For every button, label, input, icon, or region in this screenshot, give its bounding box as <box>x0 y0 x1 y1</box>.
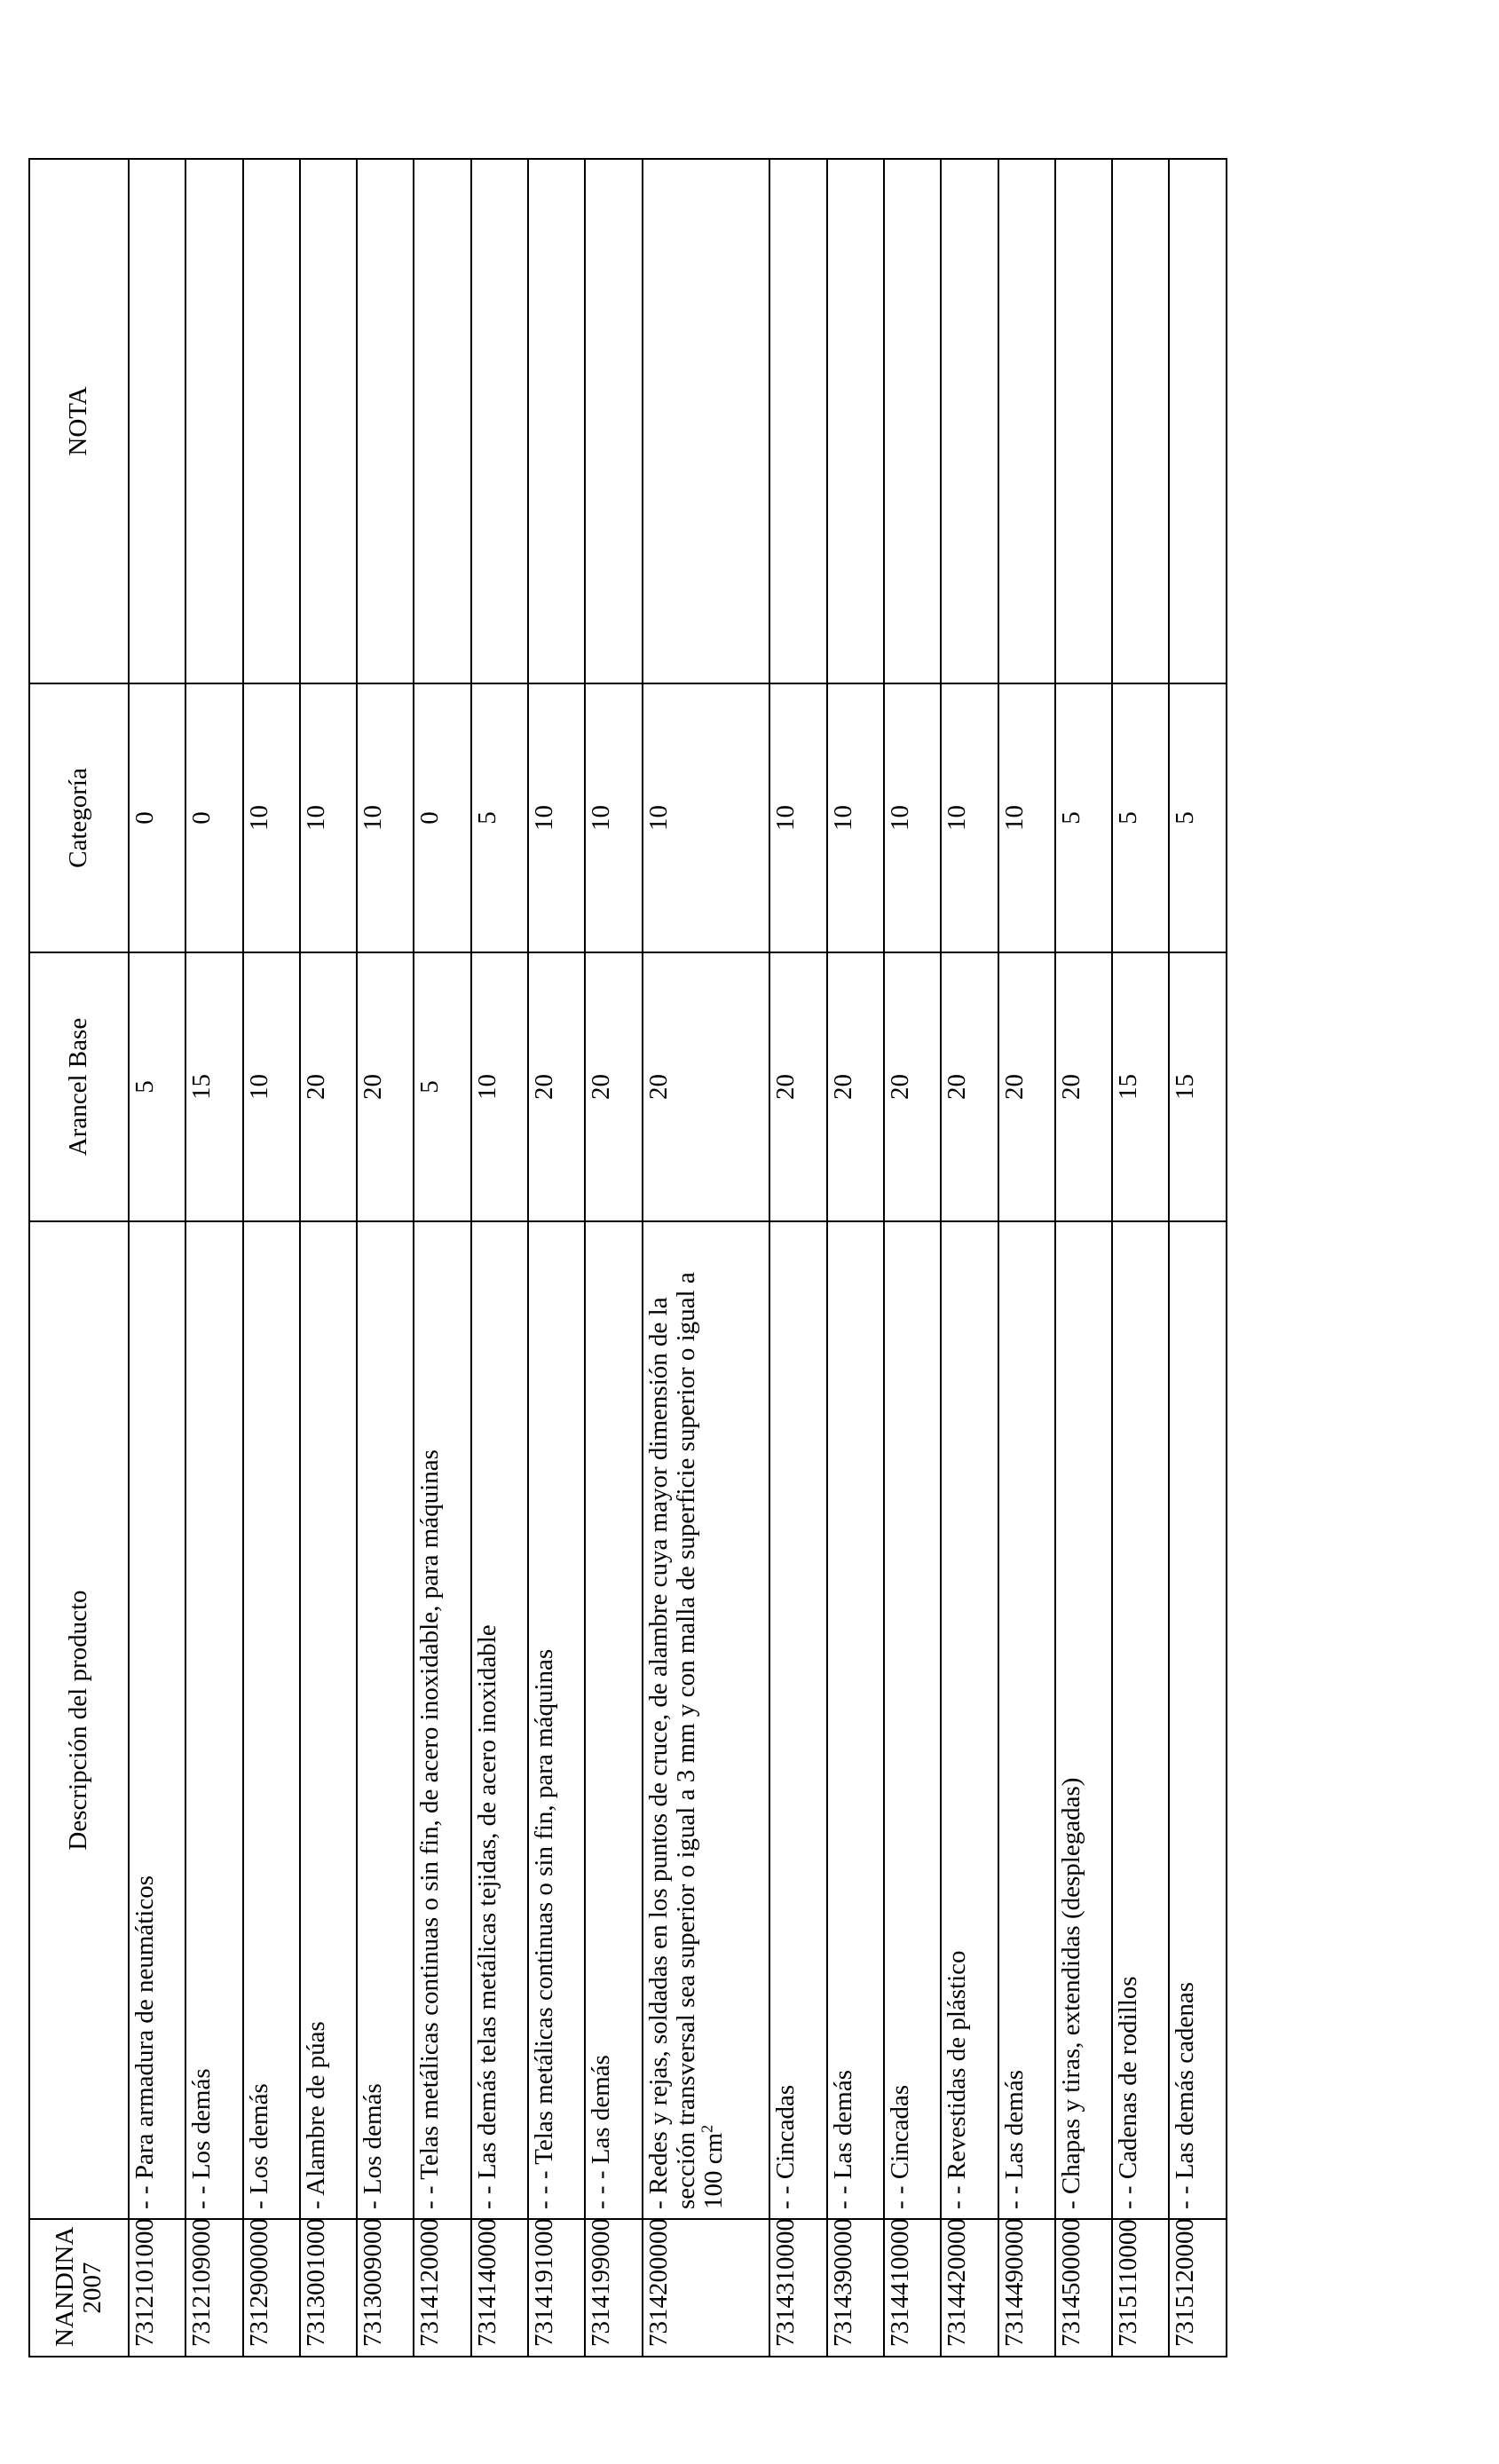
arancel-base: 20 <box>643 952 770 1221</box>
product-description: - - Las demás <box>827 1221 884 2219</box>
header-descripcion: Descripción del producto <box>29 1221 129 2219</box>
nota <box>528 159 585 683</box>
categoria: 10 <box>884 683 941 952</box>
table-row <box>998 159 1055 2357</box>
nota <box>643 159 770 683</box>
table-row <box>528 159 585 2357</box>
nota <box>129 159 185 683</box>
rotated-table-wrapper <box>28 0 1227 2357</box>
arancel-base: 20 <box>300 952 357 1221</box>
categoria: 10 <box>528 683 585 952</box>
arancel-base: 20 <box>998 952 1055 1221</box>
nandina-code: 7314420000 <box>941 2219 998 2357</box>
product-description: - - Telas metálicas continuas o sin fin, de acero inoxidable, para máquinas <box>414 1221 470 2219</box>
product-description: - Chapas y tiras, extendidas (desplegadas) <box>1055 1221 1112 2219</box>
nandina-code: 7315120000 <box>1169 2219 1227 2357</box>
table-row <box>414 159 470 2357</box>
nota <box>243 159 300 683</box>
categoria: 10 <box>585 683 642 952</box>
arancel-base: 5 <box>414 952 470 1221</box>
nota <box>941 159 998 683</box>
categoria: 10 <box>827 683 884 952</box>
product-description: - Los demás <box>243 1221 300 2219</box>
product-description: - - Revestidas de plástico <box>941 1221 998 2219</box>
nandina-code: 7312101000 <box>129 2219 185 2357</box>
nandina-code: 7314310000 <box>769 2219 826 2357</box>
product-description: - Alambre de púas <box>300 1221 357 2219</box>
nota <box>998 159 1055 683</box>
product-description: - - Los demás <box>185 1221 242 2219</box>
arancel-base: 10 <box>471 952 528 1221</box>
product-description: - - Cincadas <box>769 1221 826 2219</box>
product-description: - - - Las demás <box>585 1221 642 2219</box>
product-description: - - Para armadura de neumáticos <box>129 1221 185 2219</box>
nandina-code: 7312109000 <box>185 2219 242 2357</box>
nandina-code: 7315110000 <box>1112 2219 1169 2357</box>
table-row <box>941 159 998 2357</box>
table-row <box>1169 159 1227 2357</box>
table-row <box>769 159 826 2357</box>
nandina-code: 7314500000 <box>1055 2219 1112 2357</box>
arancel-base: 20 <box>884 952 941 1221</box>
nandina-code: 7314120000 <box>414 2219 470 2357</box>
nota <box>471 159 528 683</box>
nandina-code: 7314140000 <box>471 2219 528 2357</box>
nandina-code: 7314410000 <box>884 2219 941 2357</box>
table-row <box>129 159 185 2357</box>
categoria: 5 <box>1055 683 1112 952</box>
arancel-base: 15 <box>185 952 242 1221</box>
arancel-base: 20 <box>528 952 585 1221</box>
nota <box>884 159 941 683</box>
header-categoria: Categoría <box>29 683 129 952</box>
nota <box>1112 159 1169 683</box>
nota <box>1169 159 1227 683</box>
product-description: - - Las demás <box>998 1221 1055 2219</box>
arancel-base: 5 <box>129 952 185 1221</box>
product-description: - - Las demás cadenas <box>1169 1221 1227 2219</box>
nandina-code: 7314200000 <box>643 2219 770 2357</box>
product-description: - - Cincadas <box>884 1221 941 2219</box>
arancel-base: 20 <box>769 952 826 1221</box>
product-description: - - - Telas metálicas continuas o sin fin, para máquinas <box>528 1221 585 2219</box>
nandina-code: 7314191000 <box>528 2219 585 2357</box>
superscript: 2 <box>698 2124 716 2133</box>
header-nandina: NANDINA 2007 <box>29 2219 129 2357</box>
table-row <box>185 159 242 2357</box>
nota <box>185 159 242 683</box>
table-row <box>1112 159 1169 2357</box>
table-row <box>643 159 770 2357</box>
arancel-base: 20 <box>585 952 642 1221</box>
nota <box>300 159 357 683</box>
categoria: 10 <box>769 683 826 952</box>
categoria: 5 <box>1169 683 1227 952</box>
product-description: - - Las demás telas metálicas tejidas, de acero inoxidable <box>471 1221 528 2219</box>
categoria: 10 <box>643 683 770 952</box>
table-row <box>1055 159 1112 2357</box>
nandina-code: 7314390000 <box>827 2219 884 2357</box>
arancel-base: 20 <box>1055 952 1112 1221</box>
categoria: 5 <box>471 683 528 952</box>
table-row <box>471 159 528 2357</box>
tariff-table <box>28 158 1227 2357</box>
header-nota: NOTA <box>29 159 129 683</box>
categoria: 0 <box>185 683 242 952</box>
table-row <box>827 159 884 2357</box>
nota <box>414 159 470 683</box>
nandina-code: 7312900000 <box>243 2219 300 2357</box>
table-row <box>243 159 300 2357</box>
categoria: 10 <box>941 683 998 952</box>
arancel-base: 15 <box>1112 952 1169 1221</box>
categoria: 10 <box>243 683 300 952</box>
nandina-code: 7313001000 <box>300 2219 357 2357</box>
arancel-base: 20 <box>941 952 998 1221</box>
table-row <box>357 159 414 2357</box>
table-row <box>300 159 357 2357</box>
nota <box>769 159 826 683</box>
arancel-base: 15 <box>1169 952 1227 1221</box>
categoria: 10 <box>998 683 1055 952</box>
categoria: 10 <box>300 683 357 952</box>
nota <box>1055 159 1112 683</box>
product-description: - - Cadenas de rodillos <box>1112 1221 1169 2219</box>
product-description: - Redes y rejas, soldadas en los puntos de cruce, de alambre cuya mayor dimensión de la sección transversal sea superior o igual a 3 mm y con malla de superficie superior o igual a 100 $cm^2$ <box>643 1221 770 2219</box>
categoria: 5 <box>1112 683 1169 952</box>
table-row <box>585 159 642 2357</box>
nandina-code: 7314490000 <box>998 2219 1055 2357</box>
arancel-base: 20 <box>827 952 884 1221</box>
categoria: 10 <box>357 683 414 952</box>
nota <box>357 159 414 683</box>
arancel-base: 20 <box>357 952 414 1221</box>
categoria: 0 <box>414 683 470 952</box>
nota <box>827 159 884 683</box>
product-description: - Los demás <box>357 1221 414 2219</box>
table-row <box>884 159 941 2357</box>
header-arancel: Arancel Base <box>29 952 129 1221</box>
nandina-code: 7314199000 <box>585 2219 642 2357</box>
categoria: 0 <box>129 683 185 952</box>
nota <box>585 159 642 683</box>
arancel-base: 10 <box>243 952 300 1221</box>
nandina-code: 7313009000 <box>357 2219 414 2357</box>
header-row <box>29 159 129 2357</box>
